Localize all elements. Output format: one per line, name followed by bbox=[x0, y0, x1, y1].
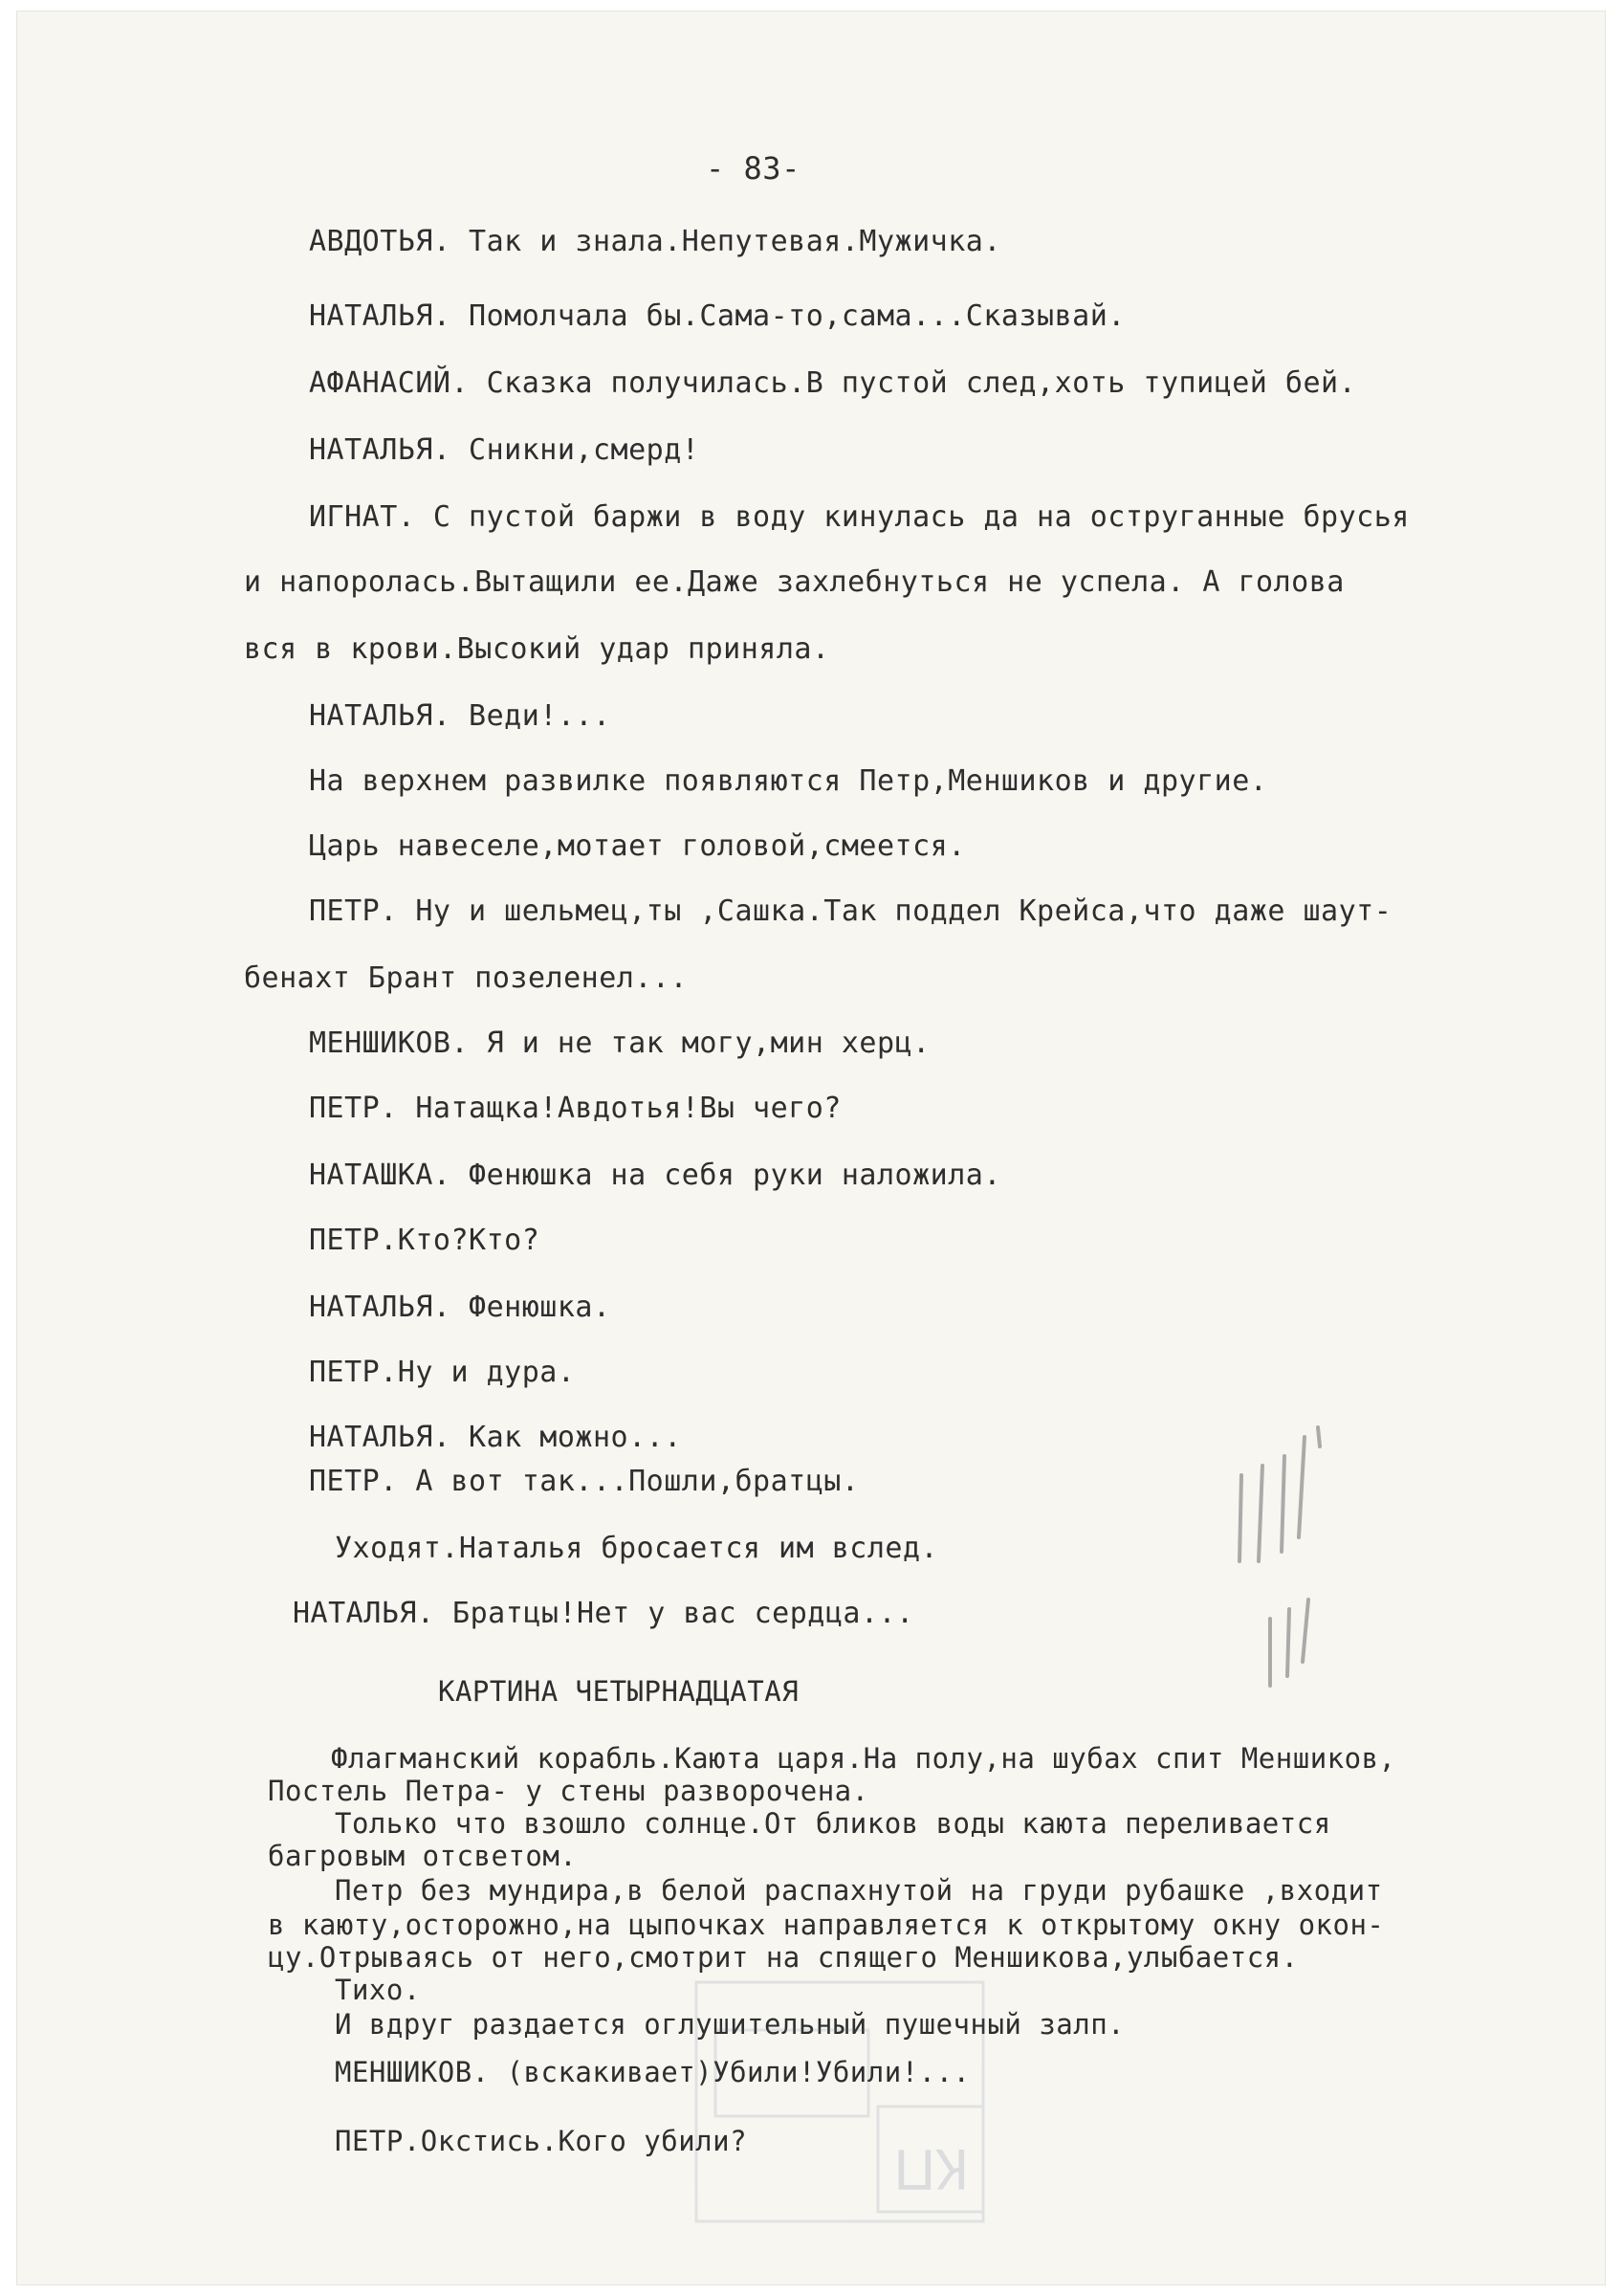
script-line: МЕНШИКОВ. Я и не так могу,мин херц. bbox=[309, 1027, 931, 1060]
script-line: АВДОТЬЯ. Так и знала.Непутевая.Мужичка. bbox=[309, 225, 1001, 258]
archive-stamp bbox=[687, 1973, 1098, 2231]
script-line: ПЕТР.Окстись.Кого убили? bbox=[335, 2125, 748, 2157]
script-line: и напоролась.Вытащили ее.Даже захлебнуться не успела. А голова bbox=[244, 565, 1345, 599]
script-line: НАТАШКА. Фенюшка на себя руки наложила. bbox=[309, 1159, 1001, 1192]
script-line: НАТАЛЬЯ. Фенюшка. bbox=[309, 1291, 611, 1324]
stage-direction: Только что взошло солнце.От бликов воды каюта переливается bbox=[335, 1807, 1331, 1840]
script-line: НАТАЛЬЯ. Братцы!Нет у вас сердца... bbox=[293, 1597, 914, 1630]
page-number: - 83- bbox=[706, 150, 801, 187]
typewritten-page bbox=[17, 11, 1605, 2285]
script-line: НАТАЛЬЯ. Как можно... bbox=[309, 1421, 682, 1454]
scene-heading: КАРТИНА ЧЕТЫРНАДЦАТАЯ bbox=[438, 1675, 800, 1708]
stage-direction: Тихо. bbox=[335, 1974, 421, 2006]
script-line: ПЕТР.Кто?Кто? bbox=[309, 1224, 540, 1257]
script-line: НАТАЛЬЯ. Помолчала бы.Сама-то,сама...Сказывай. bbox=[309, 299, 1126, 333]
script-line: ПЕТР. А вот так...Пошли,братцы. bbox=[309, 1465, 860, 1498]
stage-direction: И вдруг раздается оглушительный пушечный залп. bbox=[335, 2008, 1126, 2041]
script-line: вся в крови.Высокий удар приняла. bbox=[244, 632, 830, 666]
script-line: ПЕТР. Ну и шельмец,ты ,Сашка.Так поддел Крейса,что даже шаут- bbox=[309, 894, 1393, 928]
script-line: ПЕТР.Ну и дура. bbox=[309, 1356, 576, 1389]
stage-direction: в каюту,осторожно,на цыпочках направляется к открытому окну окон- bbox=[268, 1909, 1385, 1941]
script-line: МЕНШИКОВ. (вскакивает)Убили!Убили!... bbox=[335, 2056, 971, 2088]
script-line: бенахт Брант позеленел... bbox=[244, 961, 689, 995]
script-line: ПЕТР. Натащка!Авдотья!Вы чего? bbox=[309, 1092, 842, 1125]
script-line: АФАНАСИЙ. Сказка получилась.В пустой след,хоть тупицей бей. bbox=[309, 366, 1357, 400]
stage-direction: багровым отсветом. bbox=[268, 1840, 578, 1872]
stage-direction: цу.Отрываясь от него,смотрит на спящего Меншикова,улыбается. bbox=[268, 1941, 1299, 1974]
stage-direction: Петр без мундира,в белой распахнутой на груди рубашке ,входит bbox=[335, 1874, 1383, 1907]
stage-direction: Царь навеселе,мотает головой,смеется. bbox=[309, 829, 966, 863]
stamp-label: КП bbox=[893, 2137, 969, 2201]
script-line: НАТАЛЬЯ. Сникни,смерд! bbox=[309, 433, 700, 467]
pencil-marks bbox=[1232, 1418, 1366, 1705]
stage-direction: Постель Петра- у стены разворочена. bbox=[268, 1775, 869, 1807]
stage-direction: На верхнем развилке появляются Петр,Меншиков и другие. bbox=[309, 764, 1268, 798]
stage-direction: Уходят.Наталья бросается им вслед. bbox=[335, 1532, 939, 1565]
script-line: ИГНАТ. С пустой баржи в воду кинулась да на оструганные брусья bbox=[309, 500, 1410, 534]
stage-direction: Флагманский корабль.Каюта царя.На полу,на шубах спит Меншиков, bbox=[331, 1742, 1396, 1775]
script-line: НАТАЛЬЯ. Веди!... bbox=[309, 699, 611, 733]
